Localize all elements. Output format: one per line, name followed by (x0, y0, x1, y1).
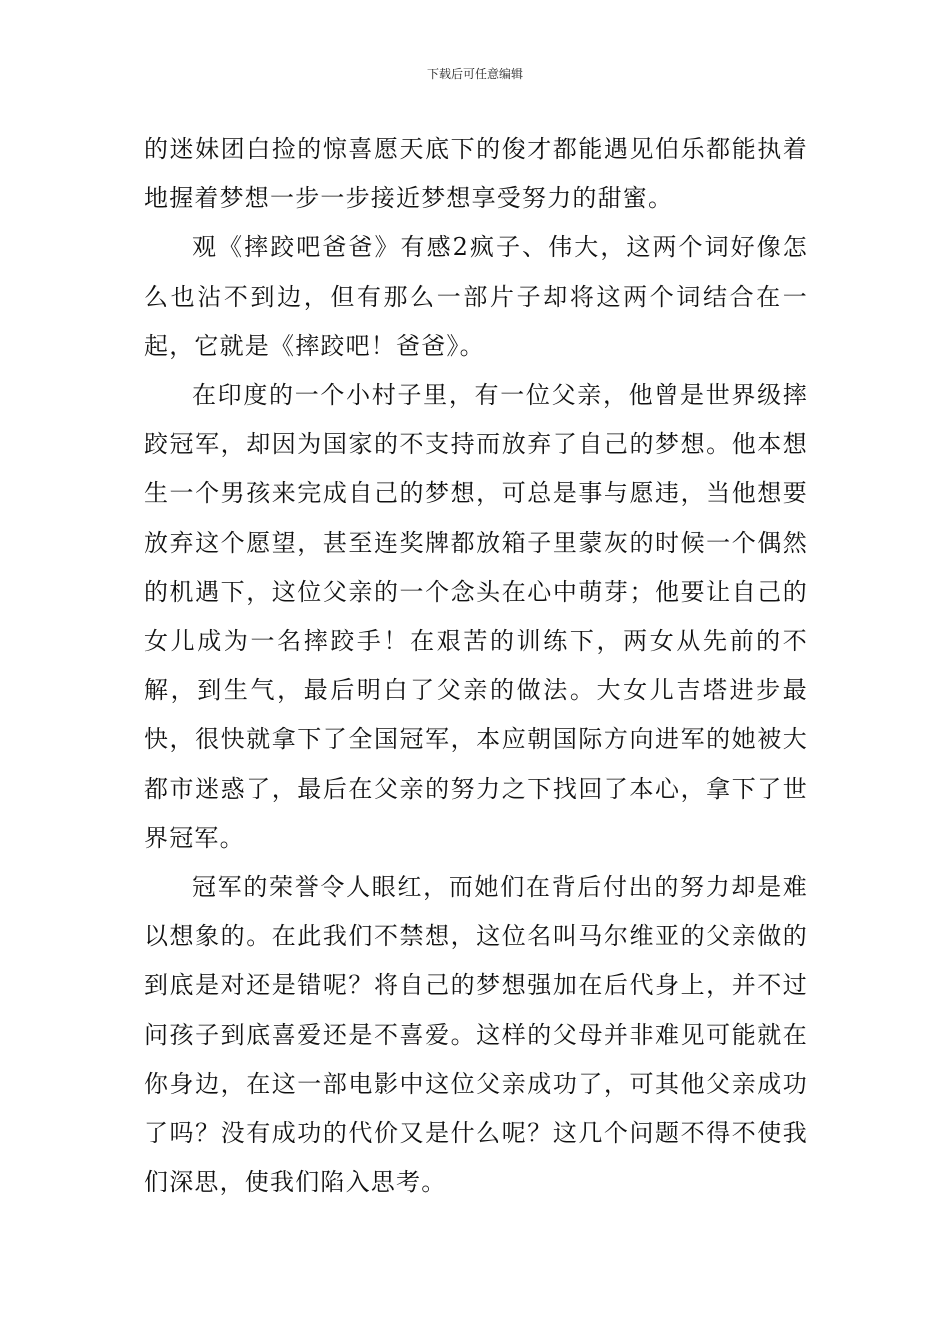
page-header: 下载后可任意编辑 (426, 67, 523, 81)
paragraph-story: 在印度的一个小村子里，有一位父亲，他曾是世界级摔跤冠军，却因为国家的不支持而放弃了自己的梦想。他本想生一个男孩来完成自己的梦想，可总是事与愿违，当他想要放弃这个愿望，甚至连奖牌都放箱子里蒙灰的时候一个偶然的机遇下，这位父亲的一个念头在心中萌芽；他要让自己的女儿成为一名摔跤手！在艰苦的训练下，两女从先前的不解，到生气，最后明白了父亲的做法。大女儿吉塔进步最快，很快就拿下了全国冠军，本应朝国际方向进军的她被大都市迷惑了，最后在父亲的努力之下找回了本心，拿下了世界冠军。 (144, 381, 808, 852)
document-body (144, 125, 808, 1207)
paragraph-title-intro: 观《摔跤吧爸爸》有感2疯子、伟大，这两个词好像怎么也沾不到边，但有那么一部片子却将这两个词结合在一起，它就是《摔跤吧！爸爸》。 (144, 233, 808, 360)
paragraph-reflection: 冠军的荣誉令人眼红，而她们在背后付出的努力却是难以想象的。在此我们不禁想，这位名叫马尔维亚的父亲做的到底是对还是错呢？将自己的梦想强加在后代身上，并不过问孩子到底喜爱还是不喜爱。这样的父母并非难见可能就在你身边，在这一部电影中这位父亲成功了，可其他父亲成功了吗？没有成功的代价又是什么呢？这几个问题不得不使我们深思，使我们陷入思考。 (144, 873, 808, 1197)
paragraph-continuation: 的迷妹团白捡的惊喜愿天底下的俊才都能遇见伯乐都能执着地握着梦想一步一步接近梦想享受努力的甜蜜。 (144, 135, 808, 213)
